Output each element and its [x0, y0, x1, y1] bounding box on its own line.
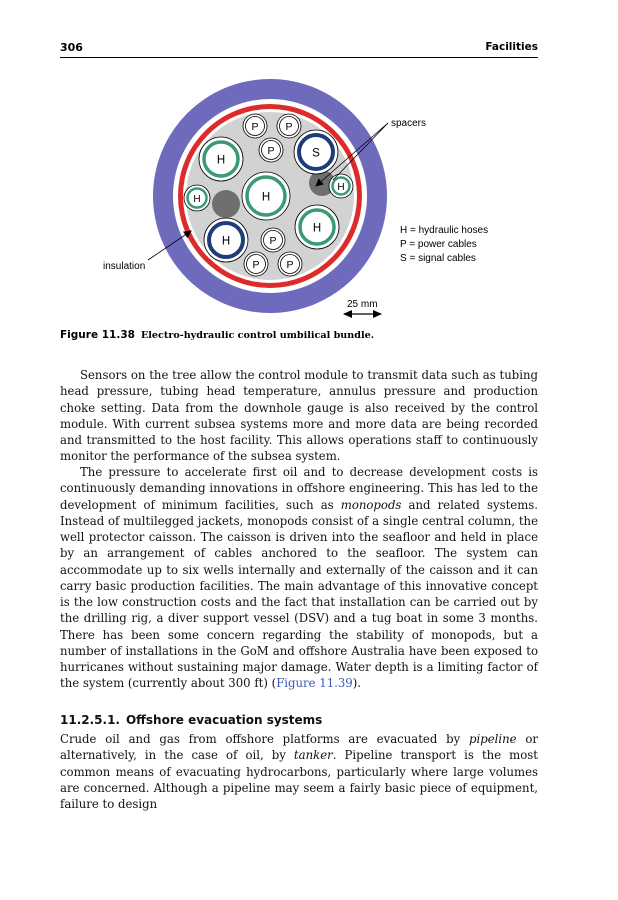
scale-label: 25 mm: [347, 299, 378, 310]
umbilical-figure: [0, 0, 618, 330]
legend-signal: S = signal cables: [400, 253, 476, 264]
power-cable: [259, 138, 283, 162]
power-cable: [261, 228, 285, 252]
paragraph-1: Sensors on the tree allow the control module to transmit data such as tubing head pressure, tubing head temperature, annulus pressure and production choke setting. Data from the downhole gauge is also received by the control module. With current subsea systems more and more data are being recorded and transmitted to the host facility. This allows operations staff to continuously monitor the performance of the subsea system.: [60, 368, 538, 464]
term-pipeline: pipeline: [469, 732, 517, 746]
paragraph-3: Crude oil and gas from offshore platforms are evacuated by pipeline or alternatively, in the case of oil, by tanker. Pipeline transport is the most common means of evacuating hydrocarbons, particularly where large volumes are concerned. Although a pipeline may seem a fairly basic piece of equipment, failure to design: [60, 732, 538, 811]
hydraulic-hose: [242, 172, 290, 220]
figure-label: Figure 11.38: [60, 329, 135, 341]
legend-hydraulic: H = hydraulic hoses: [400, 225, 489, 236]
section-number: 11.2.5.1.: [60, 713, 120, 727]
term-monopods: monopods: [340, 497, 402, 512]
core-label: H: [193, 194, 201, 205]
core-label: H: [261, 191, 271, 204]
core-label: H: [221, 235, 231, 248]
term-tanker: tanker: [293, 748, 333, 763]
section-title: Offshore evacuation systems: [125, 713, 323, 727]
core-label: P: [285, 121, 293, 133]
section-heading: [60, 713, 322, 727]
core-label: P: [269, 235, 277, 247]
insulation-callout: insulation: [103, 261, 146, 272]
legend-power: P = power cables: [400, 239, 477, 250]
running-head: Facilities: [485, 41, 538, 53]
power-cable: [278, 252, 302, 276]
paragraph-2: The pressure to accelerate first oil and to decrease development costs is continuously demanding innovations in offshore engineering. This has led to the development of minimum facilities, such as monopods and related systems. Instead of multilegged jackets, monopods consist of a single central column, the well protector caisson. The caisson is driven into the seafloor and held in place by an arrangement of cables anchored to the seafloor. The system can accommodate up to six wells internally and externally of the caisson and it can carry basic production facilities. The main advantage of this innovative concept is the low construction costs and the fact that installation can be carried out by the drilling rig, a diver support vessel (DSV) and a tug boat in some 3 months. There has been some concern regarding the stability of monopods, but a number of installations in the GoM and offshore Australia have been exposed to hurricanes without sustaining major damage. Water depth is a limiting factor of the system (currently about 300 ft) (Figure 11.39).: [60, 465, 538, 691]
core-label: H: [312, 222, 322, 235]
core-label: P: [252, 259, 260, 271]
power-cable: [243, 114, 267, 138]
hydraulic-hose: [329, 174, 353, 198]
hydraulic-hose: [204, 218, 248, 262]
core-label: P: [267, 145, 275, 157]
core-label: H: [337, 182, 345, 193]
signal-cable: [294, 130, 338, 174]
figure-caption-text: Electro-hydraulic control umbilical bundle.: [140, 330, 375, 341]
core-label: P: [286, 259, 294, 271]
core-label: H: [216, 154, 226, 167]
figure-caption: [60, 329, 540, 341]
spacer: [212, 190, 240, 218]
hydraulic-hose: [184, 185, 210, 211]
hydraulic-hose: [295, 205, 339, 249]
core-label: S: [312, 147, 320, 160]
power-cable: [244, 252, 268, 276]
spacers-callout: spacers: [391, 118, 427, 129]
hydraulic-hose: [199, 137, 243, 181]
power-cable: [277, 114, 301, 138]
page-number: 306: [60, 41, 83, 54]
core-label: P: [251, 121, 259, 133]
figure-11-39-link[interactable]: Figure 11.39: [276, 676, 353, 691]
